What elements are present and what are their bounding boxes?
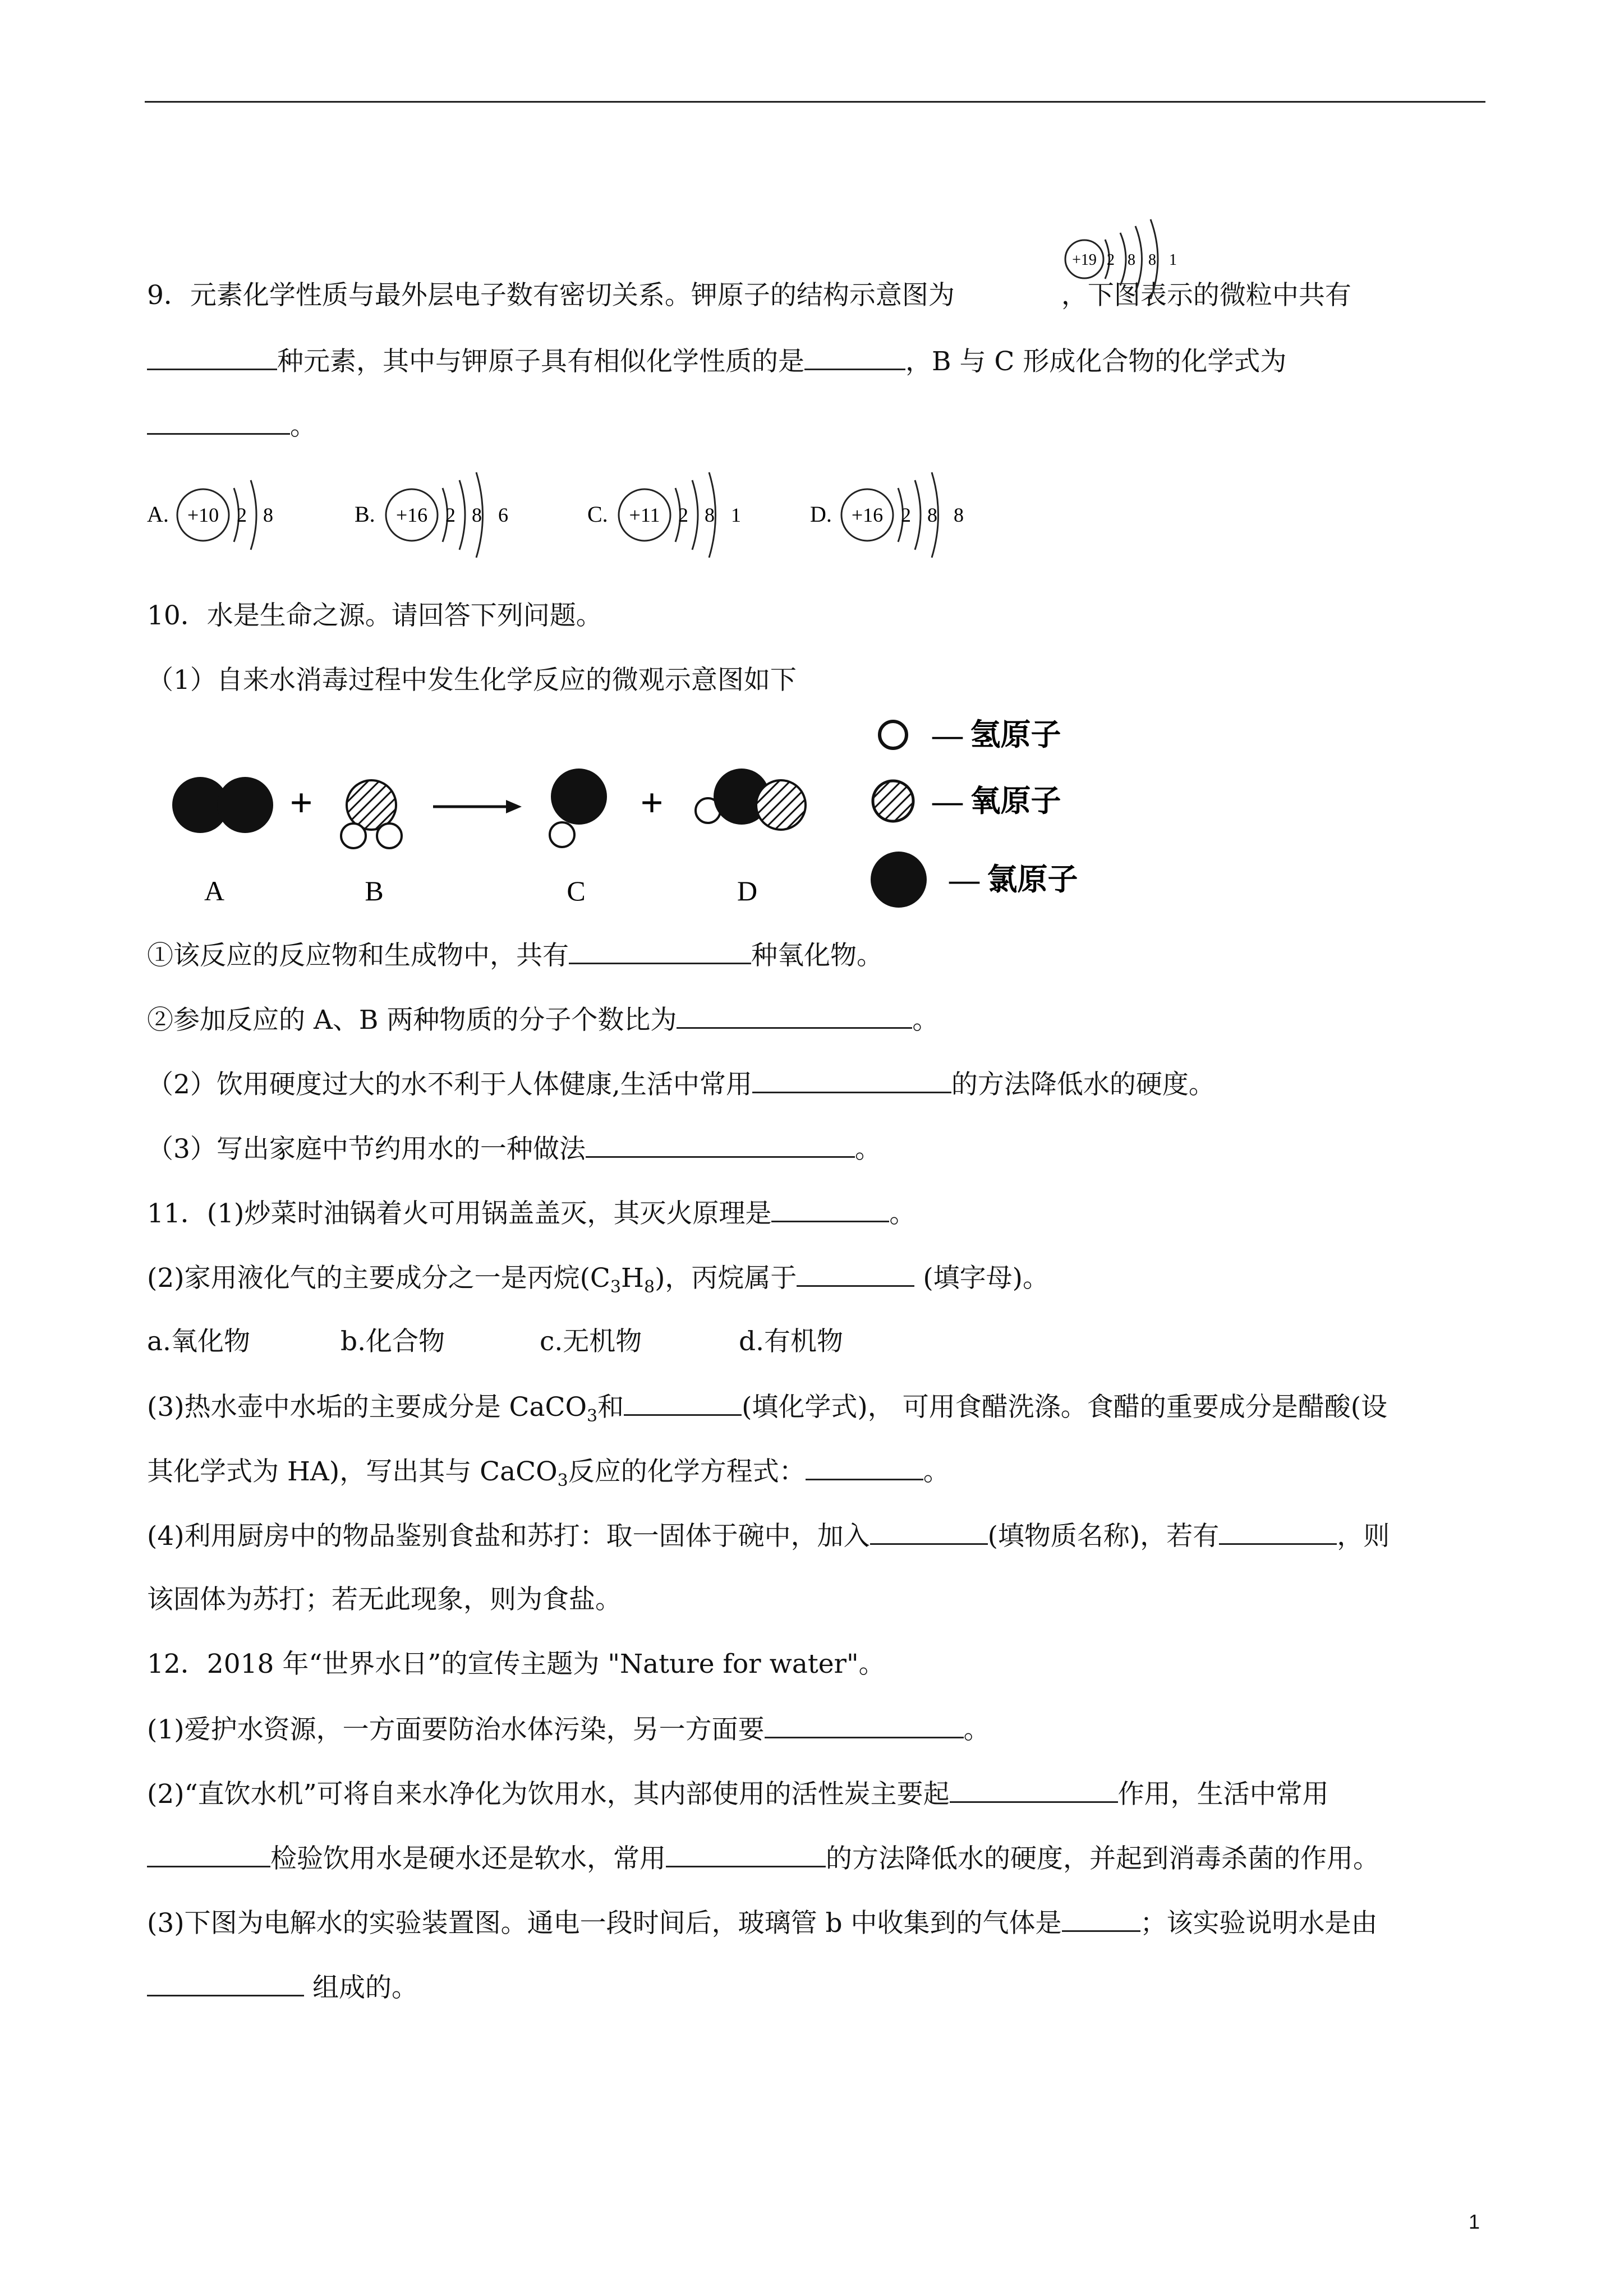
- answer-blank[interactable]: [752, 1067, 951, 1093]
- molecule-c: [550, 769, 607, 847]
- answer-blank[interactable]: [806, 1454, 923, 1480]
- q11-line3: [147, 1389, 1387, 1433]
- molecule-label: B: [365, 875, 384, 907]
- q11-line1: [147, 1196, 915, 1231]
- q9-text: 9．元素化学性质与最外层电子数有密切关系。钾原子的结构示意图为: [147, 280, 955, 311]
- q10-text: 的方法降低水的硬度。: [951, 1069, 1215, 1100]
- option-label: C.: [587, 501, 608, 527]
- q10-part1: （1）自来水消毒过程中发生化学反应的微观示意图如下: [147, 665, 797, 696]
- q12-line2: [147, 1712, 990, 1747]
- option-a: [147, 480, 279, 550]
- answer-blank[interactable]: [1062, 1906, 1140, 1932]
- potassium-atom-diagram: [1057, 205, 1181, 317]
- answer-blank[interactable]: [147, 1970, 304, 1996]
- q10-text: 种氧化物。: [751, 940, 883, 971]
- electron-shells: 2 8 1: [678, 504, 747, 526]
- q12-text: (1)爱护水资源，一方面要防治水体污染，另一方面要: [147, 1714, 765, 1745]
- nucleus-charge: +16: [395, 504, 428, 526]
- answer-blank[interactable]: [624, 1389, 742, 1416]
- choice-b: b.化合物: [341, 1326, 445, 1357]
- legend: [871, 718, 1078, 908]
- q11-line2: [147, 1260, 1049, 1304]
- option-label: D.: [810, 501, 832, 527]
- q9-text: ，B 与 C 形成化合物的化学式为: [905, 346, 1287, 377]
- plus-sign: +: [289, 780, 313, 825]
- q11-text: 反应的化学方程式：: [568, 1456, 806, 1487]
- option-d: [810, 472, 969, 558]
- q12-text: 。: [963, 1714, 990, 1745]
- electron-shells: 2 8 6: [445, 504, 514, 526]
- q9-text: 种元素，其中与钾原子具有相似化学性质的是: [277, 346, 804, 377]
- q11-line6: 该固体为苏打；若无此现象，则为食盐。: [147, 1584, 622, 1615]
- q10-part3: [147, 1131, 881, 1166]
- q11-text: 其化学式为 HA)，写出其与 CaCO: [147, 1456, 558, 1487]
- q9-line2: [147, 344, 1286, 379]
- answer-blank[interactable]: [950, 1777, 1118, 1803]
- q9-line1: [147, 279, 1351, 312]
- q11-line4: [147, 1454, 950, 1498]
- q12-text: 组成的。: [304, 1972, 418, 2003]
- q11-text: 11．(1)炒菜时油锅着火可用锅盖盖灭，其灭火原理是: [147, 1198, 772, 1229]
- q10-part2: [147, 1067, 1215, 1102]
- choice-c: c.无机物: [540, 1326, 642, 1357]
- reaction-diagram: [147, 701, 1157, 926]
- electron-shells: 2 8 8: [901, 504, 969, 526]
- choice-a: a.氧化物: [147, 1326, 250, 1357]
- answer-blank[interactable]: [771, 1196, 889, 1222]
- subscript: 3: [610, 1277, 621, 1297]
- legend-chlorine: — 氯原子: [949, 863, 1078, 896]
- nucleus-charge: +10: [187, 504, 219, 526]
- answer-blank[interactable]: [147, 1841, 270, 1867]
- q12-line4: [147, 1841, 1379, 1876]
- q9-options-diagram: [147, 454, 988, 567]
- q11-text: )，丙烷属于: [655, 1263, 797, 1294]
- q11-text: 。: [889, 1198, 916, 1229]
- nucleus-charge: +11: [629, 504, 660, 526]
- q10-sub2: [147, 1002, 938, 1037]
- plus-sign: +: [640, 780, 664, 825]
- legend-hydrogen: — 氢原子: [932, 718, 1061, 752]
- q11-text: (3)热水壶中水垢的主要成分是 CaCO: [147, 1392, 587, 1423]
- q12-text: 的方法降低水的硬度，并起到消毒杀菌的作用。: [826, 1843, 1379, 1874]
- nucleus-charge: +16: [851, 504, 884, 526]
- reaction-arrow: [433, 800, 522, 813]
- electron-shells: 2 8: [237, 504, 279, 526]
- q9-text: ，下图表示的微粒中共有: [1061, 280, 1351, 311]
- q10-text: 。: [912, 1005, 939, 1036]
- answer-blank[interactable]: [147, 408, 290, 435]
- q11-text: (填化学式)， 可用食醋洗涤。食醋的重要成分是醋酸(设: [742, 1392, 1388, 1423]
- q11-text: (填字母)。: [914, 1263, 1050, 1294]
- q10-text: ②参加反应的 A、B 两种物质的分子个数比为: [147, 1005, 677, 1036]
- subscript: 3: [557, 1471, 568, 1490]
- q11-text: (2)家用液化气的主要成分之一是丙烷(C: [147, 1263, 610, 1294]
- q11-text: 。: [923, 1456, 950, 1487]
- q11-text: H: [620, 1263, 644, 1294]
- q12-line3: [147, 1777, 1329, 1811]
- q12-line1: 12．2018 年“世界水日”的宣传主题为 "Nature for water"。: [147, 1649, 885, 1680]
- q10-text: （3）写出家庭中节约用水的一种做法: [147, 1134, 586, 1165]
- choice-d: d.有机物: [739, 1326, 844, 1357]
- answer-blank[interactable]: [677, 1002, 912, 1029]
- q11-text: ，则: [1337, 1521, 1390, 1552]
- molecule-label: D: [737, 875, 758, 907]
- molecule-b: [341, 780, 402, 848]
- molecule-d: [696, 769, 806, 830]
- q12-text: 作用，生活中常用: [1117, 1779, 1329, 1810]
- subscript: 8: [643, 1277, 655, 1297]
- q11-text: (填物质名称)，若有: [987, 1521, 1220, 1552]
- option-label: B.: [355, 501, 375, 527]
- legend-oxygen: — 氧原子: [932, 784, 1061, 818]
- q10-text: 。: [854, 1134, 881, 1165]
- q12-line5: [147, 1906, 1378, 1940]
- q9-line3: [147, 408, 316, 443]
- q12-line6: [147, 1970, 418, 2005]
- q10-text: ①该反应的反应物和生成物中，共有: [147, 940, 569, 971]
- answer-blank[interactable]: [1219, 1519, 1337, 1545]
- q12-text: (3)下图为电解水的实验装置图。通电一段时间后，玻璃管 b 中收集到的气体是: [147, 1908, 1062, 1939]
- k-shells: 2 8 8 1: [1107, 251, 1181, 269]
- q10-sub1: [147, 938, 883, 973]
- molecule-a: [172, 777, 273, 833]
- answer-blank[interactable]: [797, 1260, 914, 1287]
- header-rule: [145, 101, 1485, 103]
- option-c: [587, 472, 747, 558]
- q11-choices: [147, 1325, 843, 1359]
- q10-title: 10．水是生命之源。请回答下列问题。: [147, 600, 602, 631]
- answer-blank[interactable]: [666, 1841, 826, 1867]
- q11-text: (4)利用厨房中的物品鉴别食盐和苏打：取一固体于碗中，加入: [147, 1521, 870, 1552]
- answer-blank[interactable]: [586, 1131, 855, 1158]
- molecule-label: C: [567, 875, 586, 907]
- k-nucleus: +19: [1072, 251, 1097, 269]
- q12-text: ；该实验说明水是由: [1140, 1908, 1378, 1939]
- answer-blank[interactable]: [765, 1712, 964, 1738]
- page-number: 1: [1469, 2210, 1480, 2233]
- answer-blank[interactable]: [569, 938, 751, 964]
- answer-blank[interactable]: [804, 344, 905, 370]
- q11-line5: [147, 1519, 1390, 1553]
- subscript: 3: [587, 1406, 598, 1426]
- option-b: [355, 472, 514, 558]
- q9-text: 。: [290, 411, 316, 441]
- answer-blank[interactable]: [870, 1519, 988, 1545]
- answer-blank[interactable]: [147, 344, 277, 370]
- q11-text: 和: [597, 1392, 624, 1423]
- option-label: A.: [147, 501, 169, 527]
- q12-text: (2)“直饮水机”可将自来水净化为饮用水，其内部使用的活性炭主要起: [147, 1779, 950, 1810]
- q10-text: （2）饮用硬度过大的水不利于人体健康,生活中常用: [147, 1069, 752, 1100]
- molecule-label: A: [204, 875, 225, 907]
- q12-text: 检验饮用水是硬水还是软水，常用: [270, 1843, 666, 1874]
